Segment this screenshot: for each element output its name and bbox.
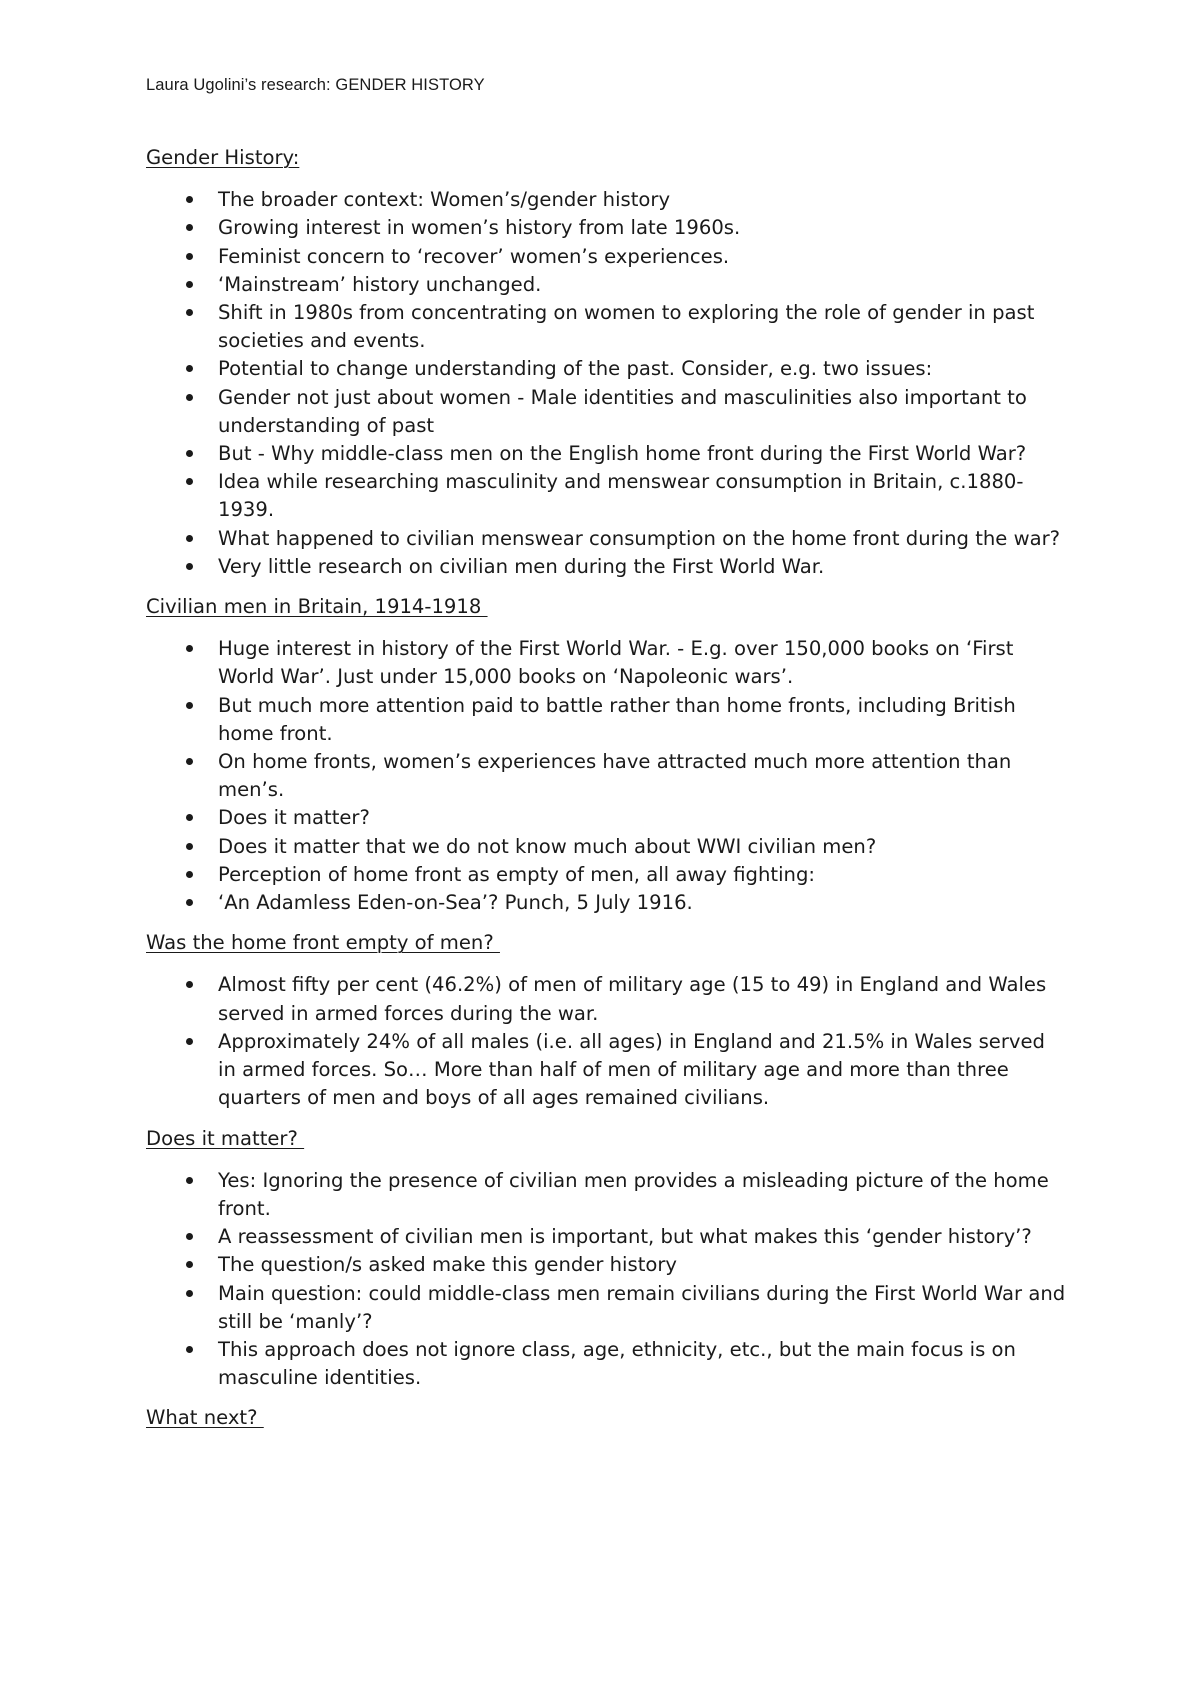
bullet-list [146,971,1066,1112]
bullet-icon [186,1290,193,1297]
document-body [146,144,1066,1447]
list-item [146,525,1066,553]
bullet-icon [186,1038,193,1045]
section-heading: Was the home front empty of men? [146,931,500,955]
bullet-list [146,1167,1066,1393]
list-item-text: The broader context: Women’s/gender history [218,188,671,212]
list-item [146,861,1066,889]
page-header: Laura Ugolini’s research: GENDER HISTORY [146,76,485,94]
bullet-icon [186,899,193,906]
list-item [146,833,1066,861]
list-item [146,243,1066,271]
section-heading: Civilian men in Britain, 1914-1918 [146,595,488,619]
list-item-text: But - Why middle-class men on the English home front during the First World War? [218,442,1027,466]
list-item-text: ‘Mainstream’ history unchanged. [218,272,542,296]
list-item [146,271,1066,299]
list-item [146,299,1066,355]
list-item-text: Perception of home front as empty of men, all away fighting: [218,862,815,886]
list-item [146,440,1066,468]
bullet-icon [186,981,193,988]
list-item [146,384,1066,440]
list-item [146,1251,1066,1279]
list-item-text: Shift in 1980s from concentrating on women to exploring the role of gender in past societies and events. [218,301,1035,353]
list-item-text: Approximately 24% of all males (i.e. all ages) in England and 21.5% in Wales served in armed forces. So… More than half of men of military age and more than three quarters of men and boys of all ages remained civilians. [218,1029,1045,1110]
list-item [146,804,1066,832]
list-item-text: Growing interest in women’s history from late 1960s. [218,216,741,240]
list-item-text: On home fronts, women’s experiences have attracted much more attention than men’s. [218,750,1012,802]
list-item-text: ‘An Adamless Eden-on-Sea’? Punch, 5 July 1916. [218,891,693,915]
list-item [146,214,1066,242]
list-item-text: Feminist concern to ‘recover’ women’s experiences. [218,244,730,268]
bullet-icon [186,563,193,570]
list-item-text: Very little research on civilian men during the First World War. [218,554,825,578]
list-item-text: Yes: Ignoring the presence of civilian men provides a misleading picture of the home front. [218,1168,1049,1220]
list-item [146,971,1066,1027]
bullet-icon [186,1233,193,1240]
list-item-text: A reassessment of civilian men is important, but what makes this ‘gender history’? [218,1225,1032,1249]
list-item-text: Almost fifty per cent (46.2%) of men of military age (15 to 49) in England and Wales served in armed forces during the war. [218,973,1047,1025]
list-item-text: This approach does not ignore class, age, ethnicity, etc., but the main focus is on masculine identities. [218,1337,1016,1390]
list-item-text: Huge interest in history of the First World War. - E.g. over 150,000 books on ‘First World War’. Just under 15,000 books on ‘Napoleonic wars’. [218,637,1014,689]
list-item-text: Does it matter? [218,806,370,830]
section-heading: Does it matter? [146,1126,305,1150]
list-item-text: Does it matter that we do not know much about WWI civilian men? [218,834,877,858]
bullet-icon [186,645,193,652]
bullet-icon [186,309,193,316]
list-item [146,692,1066,748]
list-item [146,1280,1066,1336]
bullet-icon [186,1261,193,1268]
list-item-text: Potential to change understanding of the past. Consider, e.g. two issues: [218,357,933,381]
list-item-text: Gender not just about women - Male identities and masculinities also important to understanding of past [218,385,1027,437]
bullet-icon [186,814,193,821]
section-heading: What next? [146,1406,264,1430]
list-item [146,1028,1066,1113]
bullet-icon [186,281,193,288]
list-item [146,1336,1066,1392]
list-item-text: The question/s asked make this gender history [218,1253,678,1277]
list-item-text: Idea while researching masculinity and menswear consumption in Britain, c.1880-1939. [218,470,1024,522]
bullet-icon [186,535,193,542]
section-heading: Gender History: [146,146,300,169]
bullet-icon [186,224,193,231]
bullet-icon [186,702,193,709]
bullet-icon [186,365,193,372]
list-item [146,635,1066,691]
bullet-icon [186,196,193,203]
bullet-list [146,186,1066,581]
list-item [146,186,1066,214]
list-item-text: What happened to civilian menswear consumption on the home front during the war? [218,526,1061,550]
bullet-icon [186,394,193,401]
bullet-icon [186,253,193,260]
bullet-icon [186,478,193,485]
list-item [146,1223,1066,1251]
bullet-icon [186,1346,193,1353]
bullet-list [146,635,1066,917]
list-item-text: But much more attention paid to battle rather than home fronts, including British home front. [218,693,1016,745]
list-item [146,468,1066,524]
bullet-icon [186,871,193,878]
list-item [146,748,1066,804]
list-item-text: Main question: could middle-class men remain civilians during the First World War and still be ‘manly’? [218,1281,1066,1333]
bullet-icon [186,450,193,457]
bullet-icon [186,758,193,765]
list-item [146,553,1066,581]
list-item [146,889,1066,917]
list-item [146,1167,1066,1223]
list-item [146,355,1066,383]
bullet-icon [186,843,193,850]
bullet-icon [186,1177,193,1184]
